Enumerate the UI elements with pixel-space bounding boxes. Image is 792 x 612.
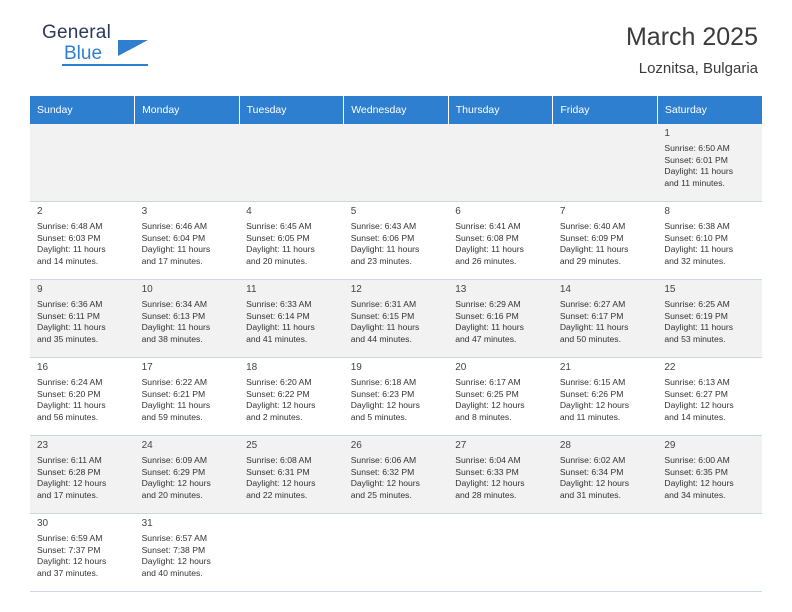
day-number: 7 [559,206,566,217]
calendar-day-cell [553,358,658,436]
daylight-text-line2: and 20 minutes. [246,255,308,266]
sunset-text: Sunset: 6:31 PM [246,466,310,477]
daylight-text-line2: and 17 minutes. [141,255,203,266]
calendar-day-cell [657,124,762,202]
calendar-day-cell [135,358,240,436]
daylight-text-line1: Daylight: 12 hours [141,556,211,567]
calendar-week-row [30,124,762,202]
sunrise-text: Sunrise: 6:11 AM [37,455,102,465]
sunset-text: Sunset: 6:33 PM [455,466,519,477]
day-info [455,377,547,423]
sunrise-text: Sunrise: 6:40 AM [559,221,626,231]
daylight-text-line1: Daylight: 11 hours [350,244,420,255]
logo-triangle-icon [118,40,148,56]
weekday-header-monday: Monday [135,96,240,124]
calendar-day-cell [239,358,344,436]
calendar-day-cell [553,202,658,280]
daylight-text-line2: and 28 minutes. [455,489,517,500]
sunset-text: Sunset: 6:05 PM [246,232,310,243]
sunrise-text: Sunrise: 6:02 AM [559,455,626,465]
sunrise-text: Sunrise: 6:59 AM [37,533,103,543]
day-number: 18 [246,362,258,373]
daylight-text-line1: Daylight: 11 hours [141,322,211,333]
day-number: 5 [350,206,357,217]
daylight-text-line1: Daylight: 12 hours [455,478,525,489]
daylight-text-line1: Daylight: 12 hours [246,478,316,489]
calendar-cell-empty [448,514,553,592]
calendar-week-row [30,514,762,592]
sunrise-text: Sunrise: 6:22 AM [141,377,208,387]
sunrise-text: Sunrise: 6:17 AM [455,377,521,387]
day-info [455,299,547,345]
day-info [37,377,129,423]
title-block [626,22,762,80]
daylight-text-line2: and 14 minutes. [37,255,99,266]
day-info [246,377,338,423]
calendar-day-cell [448,202,553,280]
calendar-day-cell [448,436,553,514]
sunset-text: Sunset: 6:04 PM [141,232,206,243]
day-number: 13 [455,284,467,295]
day-number: 29 [664,440,676,451]
daylight-text-line2: and 26 minutes. [455,255,517,266]
sunrise-text: Sunrise: 6:48 AM [37,221,103,231]
sunset-text: Sunset: 6:11 PM [37,310,100,321]
day-info [142,455,234,501]
daylight-text-line2: and 17 minutes. [37,489,99,500]
calendar-cell-empty [30,124,135,202]
day-info [664,299,756,345]
sunset-text: Sunset: 6:20 PM [37,388,101,399]
logo-underline [62,64,148,66]
day-info [142,377,234,423]
day-number: 21 [559,362,571,373]
day-info [664,143,756,189]
sunset-text: Sunset: 6:01 PM [664,154,728,165]
sunset-text: Sunset: 6:17 PM [559,310,624,321]
daylight-text-line1: Daylight: 12 hours [350,478,420,489]
sunrise-text: Sunrise: 6:34 AM [141,299,208,309]
day-info [351,455,443,501]
sunset-text: Sunset: 6:08 PM [455,232,519,243]
day-info [142,533,234,579]
day-number: 15 [664,284,676,295]
day-info [246,455,338,501]
daylight-text-line2: and 8 minutes. [455,411,512,422]
day-info [37,221,129,267]
daylight-text-line2: and 14 minutes. [664,411,726,422]
calendar-day-cell [344,202,449,280]
sunrise-text: Sunrise: 6:45 AM [246,221,312,231]
day-number: 12 [350,284,362,295]
daylight-text-line2: and 38 minutes. [141,333,203,344]
day-number: 24 [141,440,153,451]
day-number: 28 [559,440,571,451]
daylight-text-line2: and 11 minutes. [559,411,621,422]
sunset-text: Sunset: 6:16 PM [455,310,519,321]
sunset-text: Sunset: 6:03 PM [37,232,101,243]
day-number: 14 [559,284,571,295]
daylight-text-line1: Daylight: 12 hours [37,556,107,567]
calendar-day-cell [135,280,240,358]
sunrise-text: Sunrise: 6:24 AM [37,377,103,387]
daylight-text-line1: Daylight: 11 hours [664,166,734,177]
sunrise-text: Sunrise: 6:33 AM [246,299,312,309]
calendar-day-cell [657,202,762,280]
sunset-text: Sunset: 7:38 PM [141,544,206,555]
calendar-cell-empty [553,514,658,592]
daylight-text-line1: Daylight: 11 hours [37,322,106,333]
day-info [560,455,652,501]
day-number: 22 [664,362,676,373]
day-info [246,299,338,345]
daylight-text-line1: Daylight: 11 hours [664,322,734,333]
daylight-text-line1: Daylight: 11 hours [246,322,315,333]
daylight-text-line1: Daylight: 11 hours [455,322,524,333]
daylight-text-line2: and 53 minutes. [664,333,726,344]
daylight-text-line2: and 25 minutes. [350,489,412,500]
logo-text-general: General [42,22,111,43]
day-info [351,221,443,267]
calendar-day-cell [30,436,135,514]
calendar-day-cell [135,514,240,592]
day-number: 25 [246,440,258,451]
sunrise-text: Sunrise: 6:31 AM [350,299,417,309]
day-info [455,455,547,501]
sunset-text: Sunset: 6:09 PM [559,232,624,243]
calendar-day-cell [135,202,240,280]
sunrise-text: Sunrise: 6:50 AM [664,143,730,153]
calendar-cell-empty [657,514,762,592]
calendar-day-cell [239,280,344,358]
calendar-day-cell [657,280,762,358]
daylight-text-line1: Daylight: 12 hours [664,478,734,489]
sunrise-text: Sunrise: 6:38 AM [664,221,730,231]
daylight-text-line1: Daylight: 12 hours [455,400,525,411]
calendar-cell-empty [239,124,344,202]
daylight-text-line1: Daylight: 11 hours [664,244,734,255]
day-number: 9 [37,284,43,295]
daylight-text-line2: and 31 minutes. [559,489,621,500]
daylight-text-line1: Daylight: 11 hours [246,244,315,255]
calendar-cell-empty [553,124,658,202]
daylight-text-line1: Daylight: 11 hours [37,400,106,411]
calendar-cell-empty [344,124,449,202]
sunset-text: Sunset: 7:37 PM [37,544,101,555]
day-number: 31 [141,518,153,529]
day-info [455,221,547,267]
daylight-text-line1: Daylight: 12 hours [37,478,107,489]
day-number: 26 [350,440,362,451]
sunrise-text: Sunrise: 6:41 AM [455,221,521,231]
sunrise-text: Sunrise: 6:43 AM [350,221,417,231]
sunrise-text: Sunrise: 6:27 AM [559,299,626,309]
calendar-week-row [30,358,762,436]
weekday-header-thursday: Thursday [448,96,553,124]
calendar-day-cell [239,202,344,280]
sunrise-text: Sunrise: 6:46 AM [141,221,208,231]
calendar-week-row [30,280,762,358]
sunrise-text: Sunrise: 6:08 AM [246,455,312,465]
day-info [142,221,234,267]
day-info [37,533,129,579]
daylight-text-line1: Daylight: 11 hours [37,244,106,255]
day-number: 16 [37,362,49,373]
day-number: 23 [37,440,49,451]
daylight-text-line2: and 50 minutes. [559,333,621,344]
weekday-header-friday: Friday [553,96,658,124]
calendar-day-cell [30,280,135,358]
daylight-text-line2: and 32 minutes. [664,255,726,266]
day-info [560,299,652,345]
calendar-day-cell [344,436,449,514]
sunrise-text: Sunrise: 6:06 AM [350,455,417,465]
daylight-text-line2: and 20 minutes. [141,489,203,500]
sunset-text: Sunset: 6:13 PM [141,310,206,321]
daylight-text-line1: Daylight: 11 hours [559,322,629,333]
calendar-day-cell [344,280,449,358]
calendar-day-cell [448,280,553,358]
day-info [37,455,129,501]
day-number: 1 [664,128,670,139]
day-info [142,299,234,345]
daylight-text-line1: Daylight: 12 hours [141,478,211,489]
weekday-header-saturday: Saturday [657,96,762,124]
day-number: 3 [141,206,148,217]
sunrise-text: Sunrise: 6:04 AM [455,455,521,465]
general-blue-logo [30,22,180,78]
sunset-text: Sunset: 6:28 PM [37,466,101,477]
day-number: 11 [246,284,257,295]
day-number: 4 [246,206,252,217]
daylight-text-line2: and 56 minutes. [37,411,99,422]
daylight-text-line2: and 2 minutes. [246,411,303,422]
sunrise-text: Sunrise: 6:57 AM [141,533,208,543]
daylight-text-line1: Daylight: 12 hours [559,478,630,489]
sunset-text: Sunset: 6:06 PM [350,232,415,243]
calendar-day-cell [30,202,135,280]
daylight-text-line1: Daylight: 11 hours [141,400,211,411]
daylight-text-line1: Daylight: 11 hours [455,244,524,255]
calendar-day-cell [30,514,135,592]
calendar-week-row [30,436,762,514]
daylight-text-line2: and 29 minutes. [559,255,621,266]
calendar-cell-empty [135,124,240,202]
sunrise-text: Sunrise: 6:09 AM [141,455,208,465]
daylight-text-line1: Daylight: 12 hours [350,400,420,411]
daylight-text-line1: Daylight: 11 hours [141,244,211,255]
weekday-header-sunday: Sunday [30,96,135,124]
daylight-text-line1: Daylight: 11 hours [350,322,420,333]
sunset-text: Sunset: 6:34 PM [559,466,624,477]
sunset-text: Sunset: 6:26 PM [559,388,624,399]
calendar-day-cell [448,358,553,436]
sunset-text: Sunset: 6:25 PM [455,388,519,399]
calendar-body [30,124,762,592]
sunrise-sunset-calendar-table [30,96,762,592]
day-number: 30 [37,518,49,529]
calendar-day-cell [553,436,658,514]
day-number: 2 [37,206,43,217]
sunrise-text: Sunrise: 6:00 AM [664,455,730,465]
sunset-text: Sunset: 6:22 PM [246,388,310,399]
calendar-day-cell [657,358,762,436]
sunrise-text: Sunrise: 6:36 AM [37,299,103,309]
weekday-header-tuesday: Tuesday [239,96,344,124]
page-title: March 2025 [625,23,758,51]
sunset-text: Sunset: 6:14 PM [246,310,310,321]
sunset-text: Sunset: 6:32 PM [350,466,415,477]
sunset-text: Sunset: 6:23 PM [350,388,415,399]
calendar-cell-empty [344,514,449,592]
calendar-day-cell [135,436,240,514]
sunset-text: Sunset: 6:21 PM [141,388,206,399]
daylight-text-line2: and 11 minutes. [664,177,725,188]
day-number: 20 [455,362,467,373]
sunset-text: Sunset: 6:10 PM [664,232,728,243]
page-header [30,22,762,86]
daylight-text-line1: Daylight: 12 hours [559,400,630,411]
sunrise-text: Sunrise: 6:15 AM [559,377,626,387]
calendar-day-cell [553,280,658,358]
daylight-text-line2: and 35 minutes. [37,333,99,344]
day-number: 17 [141,362,153,373]
sunset-text: Sunset: 6:29 PM [141,466,206,477]
weekday-header-wednesday: Wednesday [344,96,449,124]
day-number: 10 [141,284,153,295]
weekday-header-row [30,96,762,124]
sunrise-text: Sunrise: 6:13 AM [664,377,730,387]
daylight-text-line2: and 23 minutes. [350,255,412,266]
day-info [664,221,756,267]
location-subtitle: Loznitsa, Bulgaria [638,60,758,77]
day-info [351,299,443,345]
day-info [37,299,129,345]
calendar-day-cell [657,436,762,514]
daylight-text-line2: and 59 minutes. [141,411,203,422]
sunrise-text: Sunrise: 6:18 AM [350,377,417,387]
sunrise-text: Sunrise: 6:29 AM [455,299,521,309]
day-info [664,455,756,501]
day-number: 19 [350,362,362,373]
sunset-text: Sunset: 6:15 PM [350,310,415,321]
daylight-text-line2: and 47 minutes. [455,333,517,344]
daylight-text-line1: Daylight: 12 hours [664,400,734,411]
daylight-text-line2: and 22 minutes. [246,489,308,500]
calendar-cell-empty [448,124,553,202]
sunset-text: Sunset: 6:27 PM [664,388,728,399]
day-number: 27 [455,440,467,451]
sunrise-text: Sunrise: 6:25 AM [664,299,730,309]
daylight-text-line2: and 34 minutes. [664,489,726,500]
day-number: 8 [664,206,670,217]
calendar-day-cell [239,436,344,514]
daylight-text-line2: and 41 minutes. [246,333,308,344]
day-info [560,377,652,423]
sunrise-text: Sunrise: 6:20 AM [246,377,312,387]
day-info [246,221,338,267]
calendar-day-cell [344,358,449,436]
day-info [351,377,443,423]
calendar-day-cell [30,358,135,436]
daylight-text-line2: and 5 minutes. [350,411,408,422]
calendar-week-row [30,202,762,280]
daylight-text-line2: and 37 minutes. [37,567,99,578]
sunset-text: Sunset: 6:19 PM [664,310,728,321]
day-info [560,221,652,267]
sunset-text: Sunset: 6:35 PM [664,466,728,477]
daylight-text-line1: Daylight: 11 hours [559,244,629,255]
calendar-cell-empty [239,514,344,592]
day-info [664,377,756,423]
logo-text-blue: Blue [64,43,103,64]
daylight-text-line2: and 40 minutes. [141,567,203,578]
daylight-text-line2: and 44 minutes. [350,333,412,344]
daylight-text-line1: Daylight: 12 hours [246,400,316,411]
day-number: 6 [455,206,461,217]
